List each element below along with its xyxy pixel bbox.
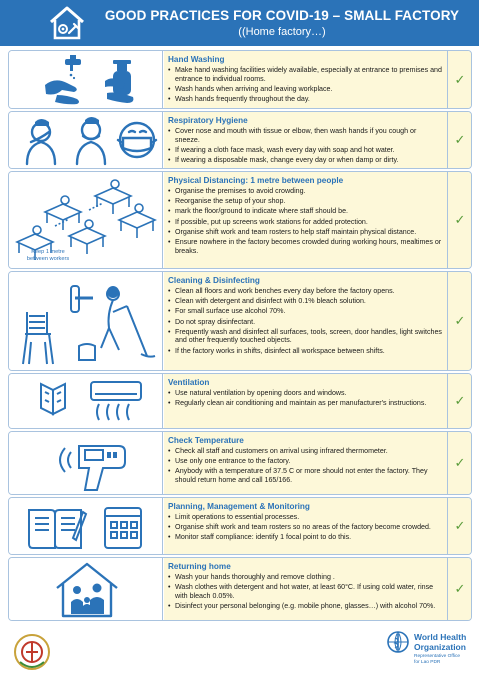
footer — [0, 624, 479, 679]
item-list — [168, 447, 443, 485]
section-title: Planning, Management & Monitoring — [168, 502, 310, 511]
list-item: • Wash clothes with detergent and hot water, at least 60°C. If using cold water, rinse with bleach 0.05%. — [168, 583, 443, 600]
checkbox-cell — [447, 51, 471, 108]
section-image — [9, 51, 163, 108]
list-item: • If possible, put up screens work stations for added protection. — [168, 218, 443, 227]
section-image — [9, 374, 163, 428]
section-returning-home — [8, 557, 472, 621]
list-item: • For small surface use alcohol 70%. — [168, 307, 443, 316]
section-text — [164, 558, 449, 620]
page-subtitle: ((Home factory…) — [238, 26, 326, 38]
list-item: • Frequently wash and disinfect all surfaces, tools, screen, door handles, light switches and other frequently touched objects. — [168, 328, 443, 345]
checkbox-cell — [447, 374, 471, 428]
checkbox-cell — [447, 498, 471, 554]
item-list — [168, 127, 443, 165]
item-list — [168, 389, 443, 408]
list-item: • Clean with detergent and disinfect with 0.1% bleach solution. — [168, 297, 443, 306]
item-list — [168, 187, 443, 255]
section-title: Ventilation — [168, 378, 210, 387]
section-title: Hand Washing — [168, 55, 225, 64]
check-icon: ✓ — [454, 393, 466, 408]
section-title: Check Temperature — [168, 436, 244, 445]
list-item: • Wash hands frequently throughout the day. — [168, 95, 443, 104]
list-item: • If wearing a disposable mask, change every day or when damp or dirty. — [168, 156, 443, 165]
list-item: • Reorganise the setup of your shop. — [168, 197, 443, 206]
item-list — [168, 573, 443, 611]
who-logo-icon — [386, 630, 410, 654]
section-title: Cleaning & Disinfecting — [168, 276, 260, 285]
check-icon: ✓ — [454, 313, 466, 328]
section-image — [9, 432, 163, 494]
section-image — [9, 558, 163, 620]
section-title: Respiratory Hygiene — [168, 116, 248, 125]
section-text — [164, 432, 449, 494]
list-item: • Clean all floors and work benches every day before the factory opens. — [168, 287, 443, 296]
list-item: • Do not spray disinfectant. — [168, 318, 443, 327]
list-item: • Make hand washing facilities widely available, especially at entrance to premises and entrance to individual rooms. — [168, 66, 443, 83]
section-title: Physical Distancing: 1 metre between people — [168, 176, 344, 185]
who-name — [414, 633, 466, 652]
ministry-seal-icon — [12, 632, 52, 676]
who-office-line2: for Lao PDR — [414, 660, 441, 665]
section-image — [9, 172, 163, 268]
ventilation-icon — [9, 374, 163, 429]
section-image — [9, 112, 163, 168]
home-family-icon — [9, 558, 163, 621]
cough-mask-icon — [9, 112, 163, 169]
item-list — [168, 513, 443, 542]
list-item: • Anybody with a temperature of 37.5 C or more should not enter the factory. They should return home and call 165/166. — [168, 467, 443, 484]
list-item: • Use natural ventilation by opening doors and windows. — [168, 389, 443, 398]
check-icon: ✓ — [454, 71, 466, 87]
list-item: • Wash hands when arriving and leaving workplace. — [168, 85, 443, 94]
thermometer-icon — [9, 432, 163, 495]
section-ventilation — [8, 373, 472, 429]
check-icon: ✓ — [454, 132, 466, 147]
section-physical-distancing — [8, 171, 472, 269]
planning-icon — [9, 498, 163, 555]
list-item: • Use only one entrance to the factory. — [168, 457, 443, 466]
section-text — [164, 172, 449, 268]
checkbox-cell — [447, 272, 471, 370]
item-list — [168, 287, 443, 355]
section-text — [164, 112, 449, 168]
section-title: Returning home — [168, 562, 231, 571]
section-hand-washing — [8, 50, 472, 109]
list-item: • Check all staff and customers on arrival using infrared thermometer. — [168, 447, 443, 456]
checkbox-cell — [447, 432, 471, 494]
list-item: • Ensure nowhere in the factory becomes crowded during working hours, mealtimes or breaks. — [168, 238, 443, 255]
distance-caption: Keep 1 metre between workers — [26, 249, 70, 262]
hand-washing-icon — [9, 51, 163, 109]
who-name-line2: Organization — [414, 641, 466, 652]
section-check-temperature — [8, 431, 472, 495]
check-icon: ✓ — [454, 518, 466, 533]
home-factory-icon — [48, 4, 86, 42]
checkbox-cell — [447, 558, 471, 620]
section-text — [164, 51, 449, 108]
section-respiratory-hygiene — [8, 111, 472, 169]
section-text — [164, 272, 449, 370]
list-item: • Disinfect your personal belonging (e.g. mobile phone, glasses…) with alcohol 70%. — [168, 602, 443, 611]
section-planning-management — [8, 497, 472, 555]
list-item: • Organise the premises to avoid crowding. — [168, 187, 443, 196]
list-item: • If wearing a cloth face mask, wash every day with soap and hot water. — [168, 146, 443, 155]
section-text — [164, 498, 449, 554]
check-icon: ✓ — [454, 212, 466, 227]
checkbox-cell — [447, 112, 471, 168]
checkbox-cell — [447, 172, 471, 268]
list-item: • Organise shift work and team rosters so no areas of the factory become crowded. — [168, 523, 443, 532]
list-item: • Organise shift work and team rosters to help staff maintain physical distance. — [168, 228, 443, 237]
check-icon: ✓ — [454, 455, 466, 470]
section-text — [164, 374, 449, 428]
section-image — [9, 498, 163, 554]
list-item: • Cover nose and mouth with tissue or elbow, then wash hands if you cough or sneeze. — [168, 127, 443, 144]
who-name-line1: World Health — [414, 632, 467, 642]
check-icon: ✓ — [454, 581, 466, 596]
section-image — [9, 272, 163, 370]
list-item: • Wash your hands thoroughly and remove clothing . — [168, 573, 443, 582]
cleaning-icon — [9, 272, 163, 371]
list-item: • mark the floor/ground to indicate where staff should be. — [168, 207, 443, 216]
who-office — [414, 654, 460, 666]
header-banner — [0, 0, 479, 46]
page-title: GOOD PRACTICES FOR COVID-19 – SMALL FACTORY — [104, 8, 460, 23]
who-office-line1: Representative Office — [414, 654, 461, 659]
section-cleaning-disinfecting — [8, 271, 472, 371]
item-list — [168, 66, 443, 104]
list-item: • If the factory works in shifts, disinfect all workspace between shifts. — [168, 347, 443, 356]
list-item: • Limit operations to essential processes. — [168, 513, 443, 522]
list-item: • Regularly clean air conditioning and maintain as per manufacturer's instructions. — [168, 399, 443, 408]
list-item: • Monitor staff compliance: identify 1 focal point to do this. — [168, 533, 443, 542]
